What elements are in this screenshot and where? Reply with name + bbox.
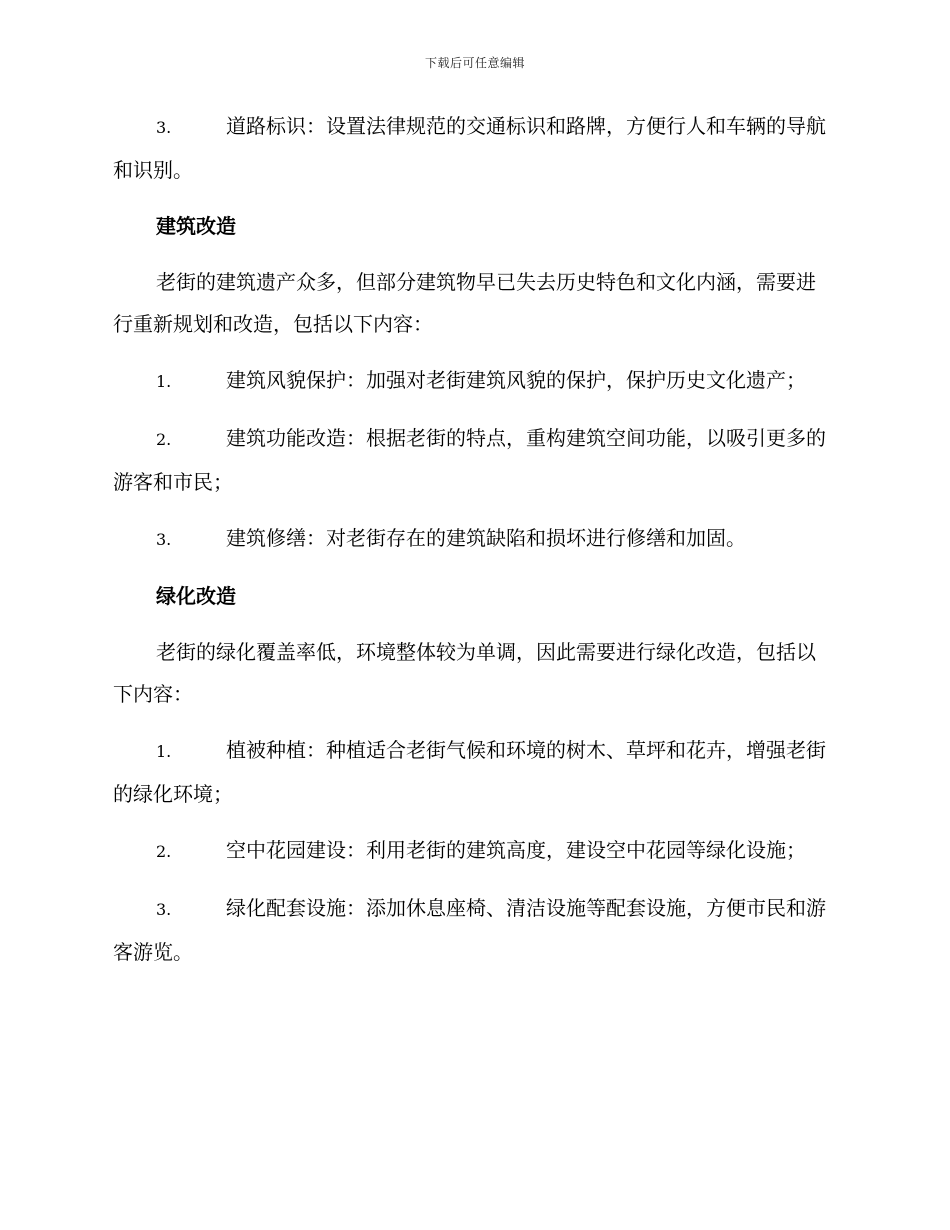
list-number: 3.	[156, 530, 172, 549]
list-number: 1.	[156, 372, 172, 391]
list-item-text: 绿化配套设施：添加休息座椅、清洁设施等配套设施，方便市民和游客游览。	[113, 896, 826, 964]
list-item-text: 植被种植：种植适合老街气候和环境的树木、草坪和花卉，增强老街的绿化环境；	[113, 738, 826, 806]
list-item-building-2	[113, 417, 835, 503]
document-body	[113, 105, 835, 987]
list-item-green-3	[113, 887, 835, 973]
section-heading-building: 建筑改造	[156, 214, 236, 238]
section-intro-building: 老街的建筑遗产众多，但部分建筑物早已失去历史特色和文化内涵，需要进行重新规划和改造，包括以下内容：	[113, 270, 816, 336]
list-item-green-1	[113, 729, 835, 815]
list-item-road-signs	[113, 105, 835, 191]
list-item-text: 空中花园建设：利用老街的建筑高度，建设空中花园等绿化设施；	[226, 838, 806, 862]
list-item-green-2	[113, 829, 835, 873]
list-item-building-1	[113, 359, 835, 403]
list-number: 2.	[156, 430, 172, 449]
list-number: 3.	[156, 118, 172, 137]
list-item-text: 建筑功能改造：根据老街的特点，重构建筑空间功能，以吸引更多的游客和市民；	[113, 426, 826, 494]
list-item-text: 建筑风貌保护：加强对老街建筑风貌的保护，保护历史文化遗产；	[226, 368, 806, 392]
list-item-text: 道路标识：设置法律规范的交通标识和路牌，方便行人和车辆的导航和识别。	[113, 114, 826, 182]
list-number: 3.	[156, 900, 172, 919]
section-heading-green: 绿化改造	[156, 584, 236, 608]
list-number: 1.	[156, 742, 172, 761]
list-item-text: 建筑修缮：对老街存在的建筑缺陷和损坏进行修缮和加固。	[226, 526, 746, 550]
section-intro-green: 老街的绿化覆盖率低，环境整体较为单调，因此需要进行绿化改造，包括以下内容：	[113, 640, 816, 706]
list-item-building-3	[113, 517, 835, 561]
list-number: 2.	[156, 842, 172, 861]
page-header: 下载后可任意编辑	[424, 56, 525, 70]
